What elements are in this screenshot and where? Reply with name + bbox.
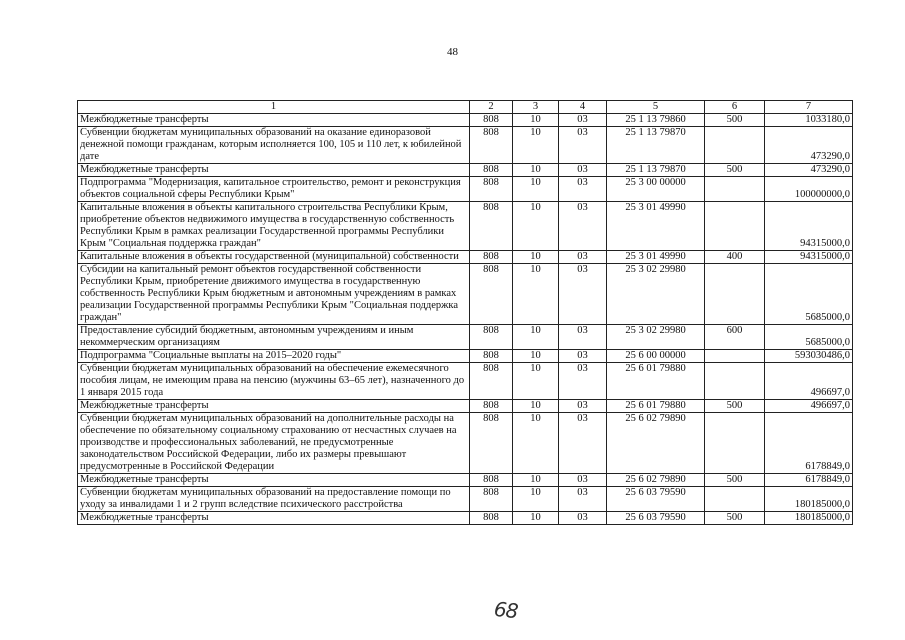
cell-expense-type: 600: [705, 325, 765, 350]
cell-section-code: 10: [513, 350, 559, 363]
header-col-6: 6: [705, 101, 765, 114]
cell-section-code: 10: [513, 251, 559, 264]
cell-amount: 5685000,0: [765, 264, 853, 325]
cell-name: Межбюджетные трансферты: [78, 400, 470, 413]
table-body: [78, 114, 853, 525]
cell-name: Предоставление субсидий бюджетным, автономным учреждениям и иным некоммерческим организациям: [78, 325, 470, 350]
cell-amount: 6178849,0: [765, 413, 853, 474]
cell-amount: 593030486,0: [765, 350, 853, 363]
cell-subsection-code: 03: [559, 350, 607, 363]
cell-expense-type: [705, 350, 765, 363]
cell-target-article: 25 1 13 79860: [607, 114, 705, 127]
cell-ministry-code: 808: [470, 251, 513, 264]
header-col-5: 5: [607, 101, 705, 114]
cell-target-article: 25 1 13 79870: [607, 127, 705, 164]
cell-amount: 473290,0: [765, 127, 853, 164]
cell-subsection-code: 03: [559, 251, 607, 264]
cell-section-code: 10: [513, 487, 559, 512]
cell-name: Капитальные вложения в объекты капитального строительства Республики Крым, приобретение объектов недвижимого имущества в государственную собственность Республики Крым в рамках реализации Государственной программы Республики Крым "Социальная поддержка граждан": [78, 202, 470, 251]
table-row: [78, 202, 853, 251]
cell-ministry-code: 808: [470, 400, 513, 413]
cell-section-code: 10: [513, 202, 559, 251]
cell-target-article: 25 3 00 00000: [607, 177, 705, 202]
cell-amount: 94315000,0: [765, 202, 853, 251]
header-col-7: 7: [765, 101, 853, 114]
page-number: 48: [447, 46, 458, 58]
cell-subsection-code: 03: [559, 474, 607, 487]
cell-section-code: 10: [513, 114, 559, 127]
cell-amount: 180185000,0: [765, 512, 853, 525]
cell-expense-type: [705, 202, 765, 251]
cell-section-code: 10: [513, 164, 559, 177]
table-row: [78, 350, 853, 363]
cell-name: Межбюджетные трансферты: [78, 474, 470, 487]
cell-ministry-code: 808: [470, 325, 513, 350]
header-col-3: 3: [513, 101, 559, 114]
cell-subsection-code: 03: [559, 164, 607, 177]
table-row: [78, 487, 853, 512]
cell-name: Подпрограмма "Социальные выплаты на 2015–2020 годы": [78, 350, 470, 363]
cell-ministry-code: 808: [470, 512, 513, 525]
cell-subsection-code: 03: [559, 127, 607, 164]
table-row: [78, 325, 853, 350]
cell-amount: 496697,0: [765, 400, 853, 413]
cell-expense-type: 400: [705, 251, 765, 264]
cell-name: Субвенции бюджетам муниципальных образований на оказание единоразовой денежной помощи гражданам, которым исполняется 100, 105 и 110 лет, к юбилейной дате: [78, 127, 470, 164]
table-row: [78, 413, 853, 474]
cell-amount: 94315000,0: [765, 251, 853, 264]
cell-expense-type: 500: [705, 512, 765, 525]
cell-ministry-code: 808: [470, 350, 513, 363]
cell-name: Межбюджетные трансферты: [78, 114, 470, 127]
cell-section-code: 10: [513, 512, 559, 525]
cell-name: Капитальные вложения в объекты государственной (муниципальной) собственности: [78, 251, 470, 264]
cell-ministry-code: 808: [470, 264, 513, 325]
table-row: [78, 114, 853, 127]
header-col-2: 2: [470, 101, 513, 114]
cell-ministry-code: 808: [470, 202, 513, 251]
cell-target-article: 25 6 02 79890: [607, 474, 705, 487]
table-header-row: [78, 101, 853, 114]
cell-amount: 5685000,0: [765, 325, 853, 350]
cell-subsection-code: 03: [559, 177, 607, 202]
cell-target-article: 25 3 01 49990: [607, 202, 705, 251]
cell-target-article: 25 3 01 49990: [607, 251, 705, 264]
cell-section-code: 10: [513, 127, 559, 164]
table-row: [78, 512, 853, 525]
cell-target-article: 25 6 01 79880: [607, 363, 705, 400]
cell-name: Межбюджетные трансферты: [78, 512, 470, 525]
table-row: [78, 127, 853, 164]
cell-name: Субвенции бюджетам муниципальных образований на предоставление помощи по уходу за инвалидами 1 и 2 групп вследствие психического расстройства: [78, 487, 470, 512]
cell-subsection-code: 03: [559, 512, 607, 525]
cell-amount: 180185000,0: [765, 487, 853, 512]
cell-expense-type: 500: [705, 400, 765, 413]
cell-expense-type: [705, 264, 765, 325]
cell-target-article: 25 3 02 29980: [607, 264, 705, 325]
cell-expense-type: [705, 363, 765, 400]
cell-section-code: 10: [513, 264, 559, 325]
cell-expense-type: [705, 127, 765, 164]
cell-subsection-code: 03: [559, 114, 607, 127]
handwritten-page-mark: 68: [492, 596, 519, 624]
header-col-1: 1: [78, 101, 470, 114]
cell-name: Межбюджетные трансферты: [78, 164, 470, 177]
cell-ministry-code: 808: [470, 413, 513, 474]
cell-target-article: 25 6 02 79890: [607, 413, 705, 474]
cell-ministry-code: 808: [470, 127, 513, 164]
cell-target-article: 25 6 03 79590: [607, 512, 705, 525]
cell-expense-type: [705, 413, 765, 474]
cell-ministry-code: 808: [470, 487, 513, 512]
cell-amount: 100000000,0: [765, 177, 853, 202]
cell-section-code: 10: [513, 363, 559, 400]
cell-target-article: 25 1 13 79870: [607, 164, 705, 177]
table-row: [78, 251, 853, 264]
cell-name: Субсидии на капитальный ремонт объектов государственной собственности Республики Крым, приобретение движимого имущества в государственную собственность Республики Крым бюджетным и автономным учреждениям в рамках реализации Государственной программы Республики Крым "Социальная поддержка граждан": [78, 264, 470, 325]
cell-expense-type: 500: [705, 474, 765, 487]
cell-ministry-code: 808: [470, 114, 513, 127]
table-row: [78, 400, 853, 413]
cell-name: Подпрограмма "Модернизация, капитальное строительство, ремонт и реконструкция объектов социальной сферы Республики Крым": [78, 177, 470, 202]
cell-target-article: 25 6 01 79880: [607, 400, 705, 413]
cell-ministry-code: 808: [470, 164, 513, 177]
cell-section-code: 10: [513, 177, 559, 202]
cell-subsection-code: 03: [559, 264, 607, 325]
table-row: [78, 164, 853, 177]
cell-section-code: 10: [513, 413, 559, 474]
cell-expense-type: [705, 487, 765, 512]
cell-expense-type: 500: [705, 114, 765, 127]
cell-subsection-code: 03: [559, 325, 607, 350]
cell-amount: 496697,0: [765, 363, 853, 400]
cell-target-article: 25 6 00 00000: [607, 350, 705, 363]
cell-amount: 1033180,0: [765, 114, 853, 127]
table-row: [78, 363, 853, 400]
cell-amount: 473290,0: [765, 164, 853, 177]
table-row: [78, 264, 853, 325]
budget-table: [77, 100, 853, 525]
table-row: [78, 177, 853, 202]
cell-subsection-code: 03: [559, 363, 607, 400]
header-col-4: 4: [559, 101, 607, 114]
cell-ministry-code: 808: [470, 363, 513, 400]
cell-ministry-code: 808: [470, 474, 513, 487]
cell-section-code: 10: [513, 400, 559, 413]
cell-name: Субвенции бюджетам муниципальных образований на дополнительные расходы на обеспечение по обязательному социальному страхованию от несчастных случаев на производстве и профессиональных заболеваний, не предусмотренные законодательством Российской Федерации, либо их размеры превышают предусмотренные в Российской Федерации: [78, 413, 470, 474]
table-row: [78, 474, 853, 487]
cell-section-code: 10: [513, 325, 559, 350]
cell-subsection-code: 03: [559, 413, 607, 474]
cell-subsection-code: 03: [559, 400, 607, 413]
cell-amount: 6178849,0: [765, 474, 853, 487]
cell-subsection-code: 03: [559, 202, 607, 251]
cell-ministry-code: 808: [470, 177, 513, 202]
cell-target-article: 25 3 02 29980: [607, 325, 705, 350]
cell-section-code: 10: [513, 474, 559, 487]
cell-name: Субвенции бюджетам муниципальных образований на обеспечение ежемесячного пособия лицам, не имеющим права на пенсию (мужчины 63–65 лет), назначенного до 1 января 2015 года: [78, 363, 470, 400]
cell-expense-type: 500: [705, 164, 765, 177]
cell-subsection-code: 03: [559, 487, 607, 512]
cell-target-article: 25 6 03 79590: [607, 487, 705, 512]
cell-expense-type: [705, 177, 765, 202]
